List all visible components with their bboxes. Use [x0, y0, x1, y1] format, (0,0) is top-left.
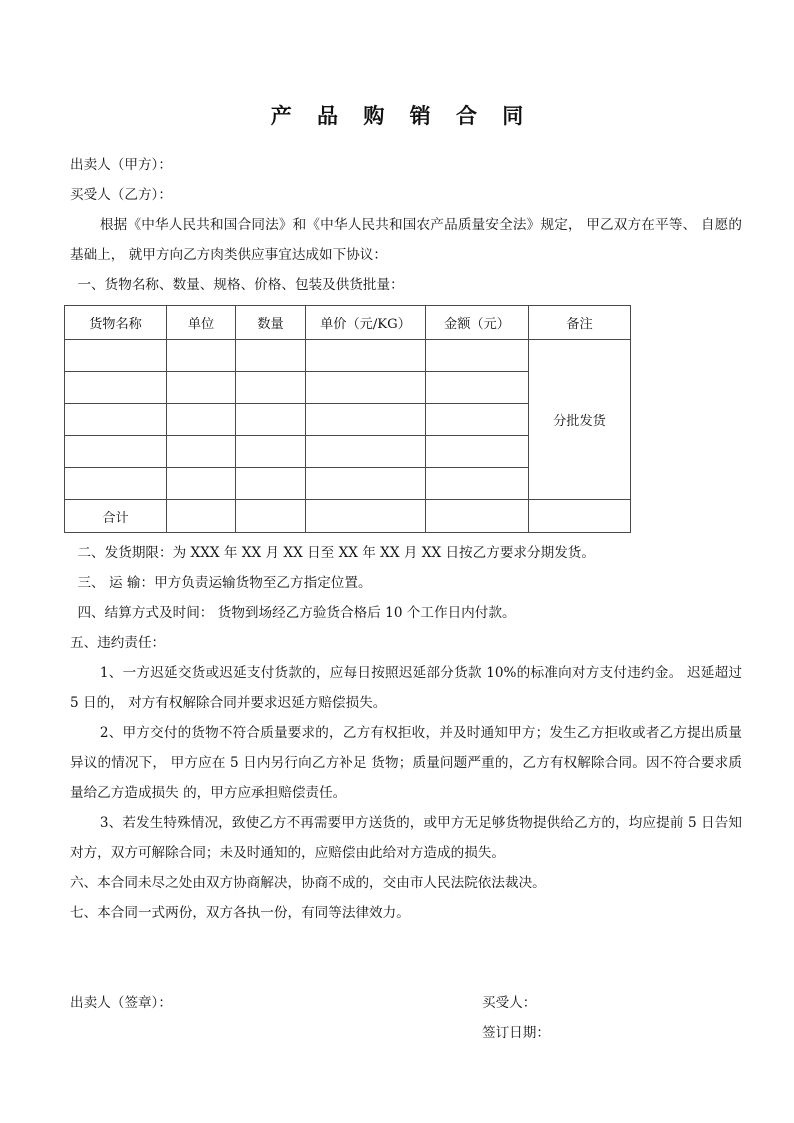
- cell-unit[interactable]: [167, 404, 236, 436]
- cell-amount[interactable]: [426, 340, 529, 372]
- cell-unit[interactable]: [167, 468, 236, 500]
- table-header-unit-price: 单价（元/KG）: [306, 306, 426, 340]
- cell-unit-price[interactable]: [306, 404, 426, 436]
- cell-amount[interactable]: [426, 372, 529, 404]
- cell-goods-name[interactable]: [65, 372, 167, 404]
- liability-item-1: 1、一方迟延交货或迟延支付货款的，应每日按照迟延部分货款 10%的标准向对方支付违约金。 迟延超过 5 日的， 对方有权解除合同并要求迟延方赔偿损失。: [70, 665, 742, 712]
- cell-quantity[interactable]: [236, 340, 306, 372]
- clause-two: 二、发货期限：为 XXX 年 XX 月 XX 日至 XX 年 XX 月 XX 日按乙方要求分期发货。: [77, 545, 595, 562]
- table-header-goods-name: 货物名称: [65, 306, 167, 340]
- cell-remark-merged[interactable]: 分批发货: [529, 340, 631, 500]
- seller-party-line: 出卖人（甲方）：: [70, 157, 172, 174]
- cell-goods-name[interactable]: [65, 468, 167, 500]
- cell-total-unit-price[interactable]: [306, 500, 426, 533]
- buyer-party-line: 买受人（乙方）：: [70, 187, 172, 204]
- signing-date-label[interactable]: 签订日期：: [482, 1025, 550, 1042]
- cell-unit[interactable]: [167, 436, 236, 468]
- cell-goods-name[interactable]: [65, 404, 167, 436]
- seller-signature-label[interactable]: 出卖人（签章）：: [70, 995, 172, 1012]
- buyer-signature-label[interactable]: 买受人：: [482, 995, 537, 1012]
- page-title: 产 品 购 销 合 同: [270, 103, 533, 128]
- signature-row-primary: [70, 988, 742, 1018]
- preamble-paragraph: 根据《中华人民共和国合同法》和《中华人民共和国农产品质量安全法》规定， 甲乙双方在平等、 自愿的基础上， 就甲方向乙方肉类供应事宜达成如下协议：: [70, 217, 742, 264]
- cell-unit[interactable]: [167, 340, 236, 372]
- table-header-row: [65, 306, 631, 340]
- clause-seven: 七、本合同一式两份，双方各执一份，有同等法律效力。: [70, 905, 410, 922]
- document-body: [0, 150, 794, 300]
- cell-total-label: 合计: [65, 500, 167, 533]
- table-row: [65, 340, 631, 372]
- clause-one-heading: 一、货物名称、数量、规格、价格、包装及供货批量：: [77, 277, 404, 294]
- table-header-remark: 备注: [529, 306, 631, 340]
- cell-quantity[interactable]: [236, 372, 306, 404]
- cell-quantity[interactable]: [236, 404, 306, 436]
- liability-item-2: 2、甲方交付的货物不符合质量要求的，乙方有权拒收，并及时通知甲方；发生乙方拒收或者乙方提出质量异议的情况下， 甲方应在 5 日内另行向乙方补足 货物；质量问题严重的，乙方有权解除合同。因不符合要求质量给乙方造成损失 的，甲方应承担赔偿责任。: [70, 725, 742, 802]
- cell-unit-price[interactable]: [306, 468, 426, 500]
- cell-amount[interactable]: [426, 436, 529, 468]
- cell-total-amount[interactable]: [426, 500, 529, 533]
- cell-quantity[interactable]: [236, 468, 306, 500]
- cell-total-unit[interactable]: [167, 500, 236, 533]
- table-total-row: [65, 500, 631, 533]
- cell-total-remark[interactable]: [529, 500, 631, 533]
- signature-block: [0, 928, 794, 1048]
- clause-five-heading: 五、违约责任：: [70, 635, 166, 652]
- table-header-quantity: 数量: [236, 306, 306, 340]
- clause-six: 六、本合同未尽之处由双方协商解决，协商不成的，交由市人民法院依法裁决。: [70, 875, 546, 892]
- cell-quantity[interactable]: [236, 436, 306, 468]
- cell-unit[interactable]: [167, 372, 236, 404]
- clause-three: 三、 运 输：甲方负责运输货物至乙方指定位置。: [77, 575, 372, 592]
- cell-unit-price[interactable]: [306, 372, 426, 404]
- cell-unit-price[interactable]: [306, 436, 426, 468]
- goods-table-container: [0, 300, 794, 536]
- goods-table: [64, 305, 631, 533]
- cell-unit-price[interactable]: [306, 340, 426, 372]
- liability-item-3: 3、若发生特殊情况，致使乙方不再需要甲方送货的，或甲方无足够货物提供给乙方的，均应提前 5 日告知对方，双方可解除合同；未及时通知的，应赔偿由此给对方造成的损失。: [70, 815, 742, 862]
- document-body-lower: [0, 536, 794, 928]
- cell-amount[interactable]: [426, 404, 529, 436]
- cell-total-quantity[interactable]: [236, 500, 306, 533]
- cell-amount[interactable]: [426, 468, 529, 500]
- table-header-amount: 金额（元）: [426, 306, 529, 340]
- cell-goods-name[interactable]: [65, 436, 167, 468]
- cell-goods-name[interactable]: [65, 340, 167, 372]
- clause-four: 四、结算方式及时间： 货物到场经乙方验货合格后 10 个工作日内付款。: [77, 605, 516, 622]
- table-header-unit: 单位: [167, 306, 236, 340]
